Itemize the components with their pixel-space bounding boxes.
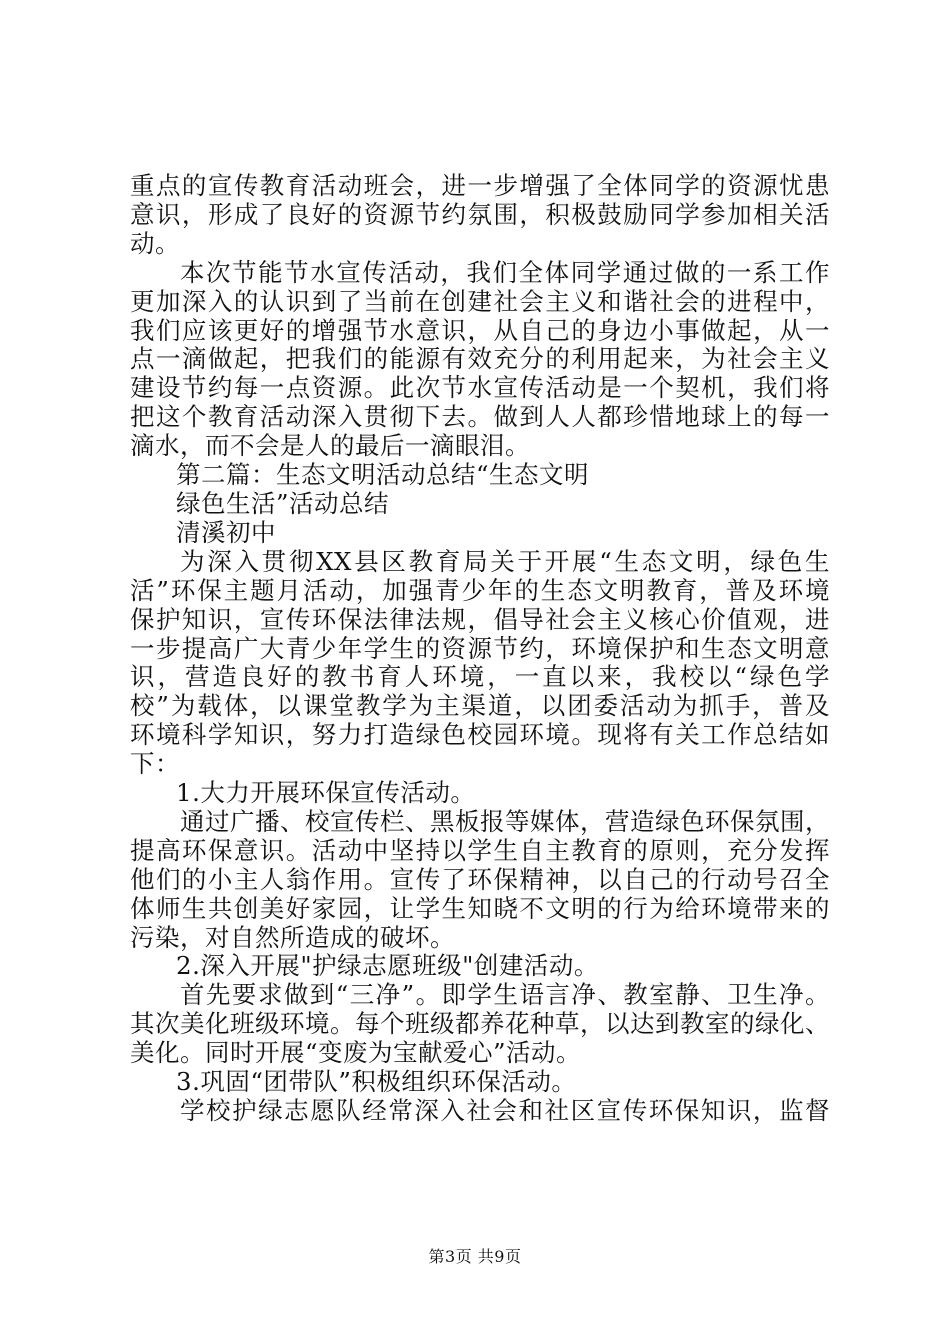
paragraph-line: 提高环保意识。活动中坚持以学生自主教育的原则，充分发挥 (130, 835, 830, 865)
paragraph-line: 通过广播、校宣传栏、黑板报等媒体，营造绿色环保氛围， (180, 806, 830, 836)
author-line: 清溪初中 (176, 517, 276, 547)
paragraph-line: 意识，形成了良好的资源节约氛围，积极鼓励同学参加相关活 (130, 199, 830, 229)
page-number-footer: 第3页 共9页 (428, 1247, 522, 1266)
paragraph-line: 识，营造良好的教书育人环境，一直以来，我校以“绿色学 (130, 662, 830, 692)
paragraph-line: 重点的宣传教育活动班会，进一步增强了全体同学的资源忧患 (130, 171, 830, 200)
paragraph-line: 学校护绿志愿队经常深入社会和社区宣传环保知识，监督 (180, 1096, 830, 1125)
paragraph-line: 体师生共创美好家园，让学生知晓不文明的行为给环境带来的 (130, 893, 830, 923)
paragraph-line: 活”环保主题月活动，加强青少年的生态文明教育，普及环境 (130, 575, 830, 605)
paragraph-line: 点一滴做起，把我们的能源有效充分的利用起来，为社会主义 (130, 344, 830, 374)
section-title: 第二篇：生态文明活动总结“生态文明 (176, 460, 590, 490)
paragraph-line: 一步提高广大青少年学生的资源节约，环境保护和生态文明意 (130, 633, 830, 663)
list-heading: 3.巩固“团带队”积极组织环保活动。 (176, 1067, 577, 1097)
paragraph-line: 为深入贯彻XX县区教育局关于开展“生态文明，绿色生 (180, 546, 830, 576)
paragraph-line: 动。 (130, 228, 180, 258)
paragraph-line: 保护知识，宣传环保法律法规，倡导社会主义核心价值观，进 (130, 604, 830, 634)
paragraph-line: 更加深入的认识到了当前在创建社会主义和谐社会的进程中， (130, 286, 830, 316)
paragraph-line: 建设节约每一点资源。此次节水宣传活动是一个契机，我们将 (130, 373, 830, 403)
paragraph-line: 本次节能节水宣传活动，我们全体同学通过做的一系工作 (180, 257, 830, 287)
paragraph-line: 其次美化班级环境。每个班级都养花种草，以达到教室的绿化、 (130, 1009, 830, 1039)
list-heading: 1.大力开展环保宣传活动。 (176, 778, 476, 808)
paragraph-line: 把这个教育活动深入贯彻下去。做到人人都珍惜地球上的每一 (130, 402, 830, 432)
paragraph-line: 首先要求做到“三净”。即学生语言净、教室静、卫生净。 (180, 980, 830, 1010)
paragraph-line: 我们应该更好的增强节水意识，从自己的身边小事做起，从一 (130, 315, 830, 345)
list-heading: 2.深入开展"护绿志愿班级"创建活动。 (176, 951, 599, 981)
paragraph-line: 环境科学知识，努力打造绿色校园环境。现将有关工作总结如 (130, 720, 830, 750)
paragraph-line: 他们的小主人翁作用。宣传了环保精神，以自己的行动号召全 (130, 864, 830, 894)
paragraph-line: 校”为载体，以课堂教学为主渠道，以团委活动为抓手，普及 (130, 691, 830, 721)
paragraph-line: 美化。同时开展“变废为宝献爱心”活动。 (130, 1038, 582, 1068)
paragraph-line: 污染，对自然所造成的破坏。 (130, 922, 455, 952)
section-title: 绿色生活”活动总结 (176, 488, 390, 518)
document-body (130, 172, 830, 1126)
paragraph-line: 下： (130, 749, 180, 779)
paragraph-line: 滴水，而不会是人的最后一滴眼泪。 (130, 431, 530, 461)
